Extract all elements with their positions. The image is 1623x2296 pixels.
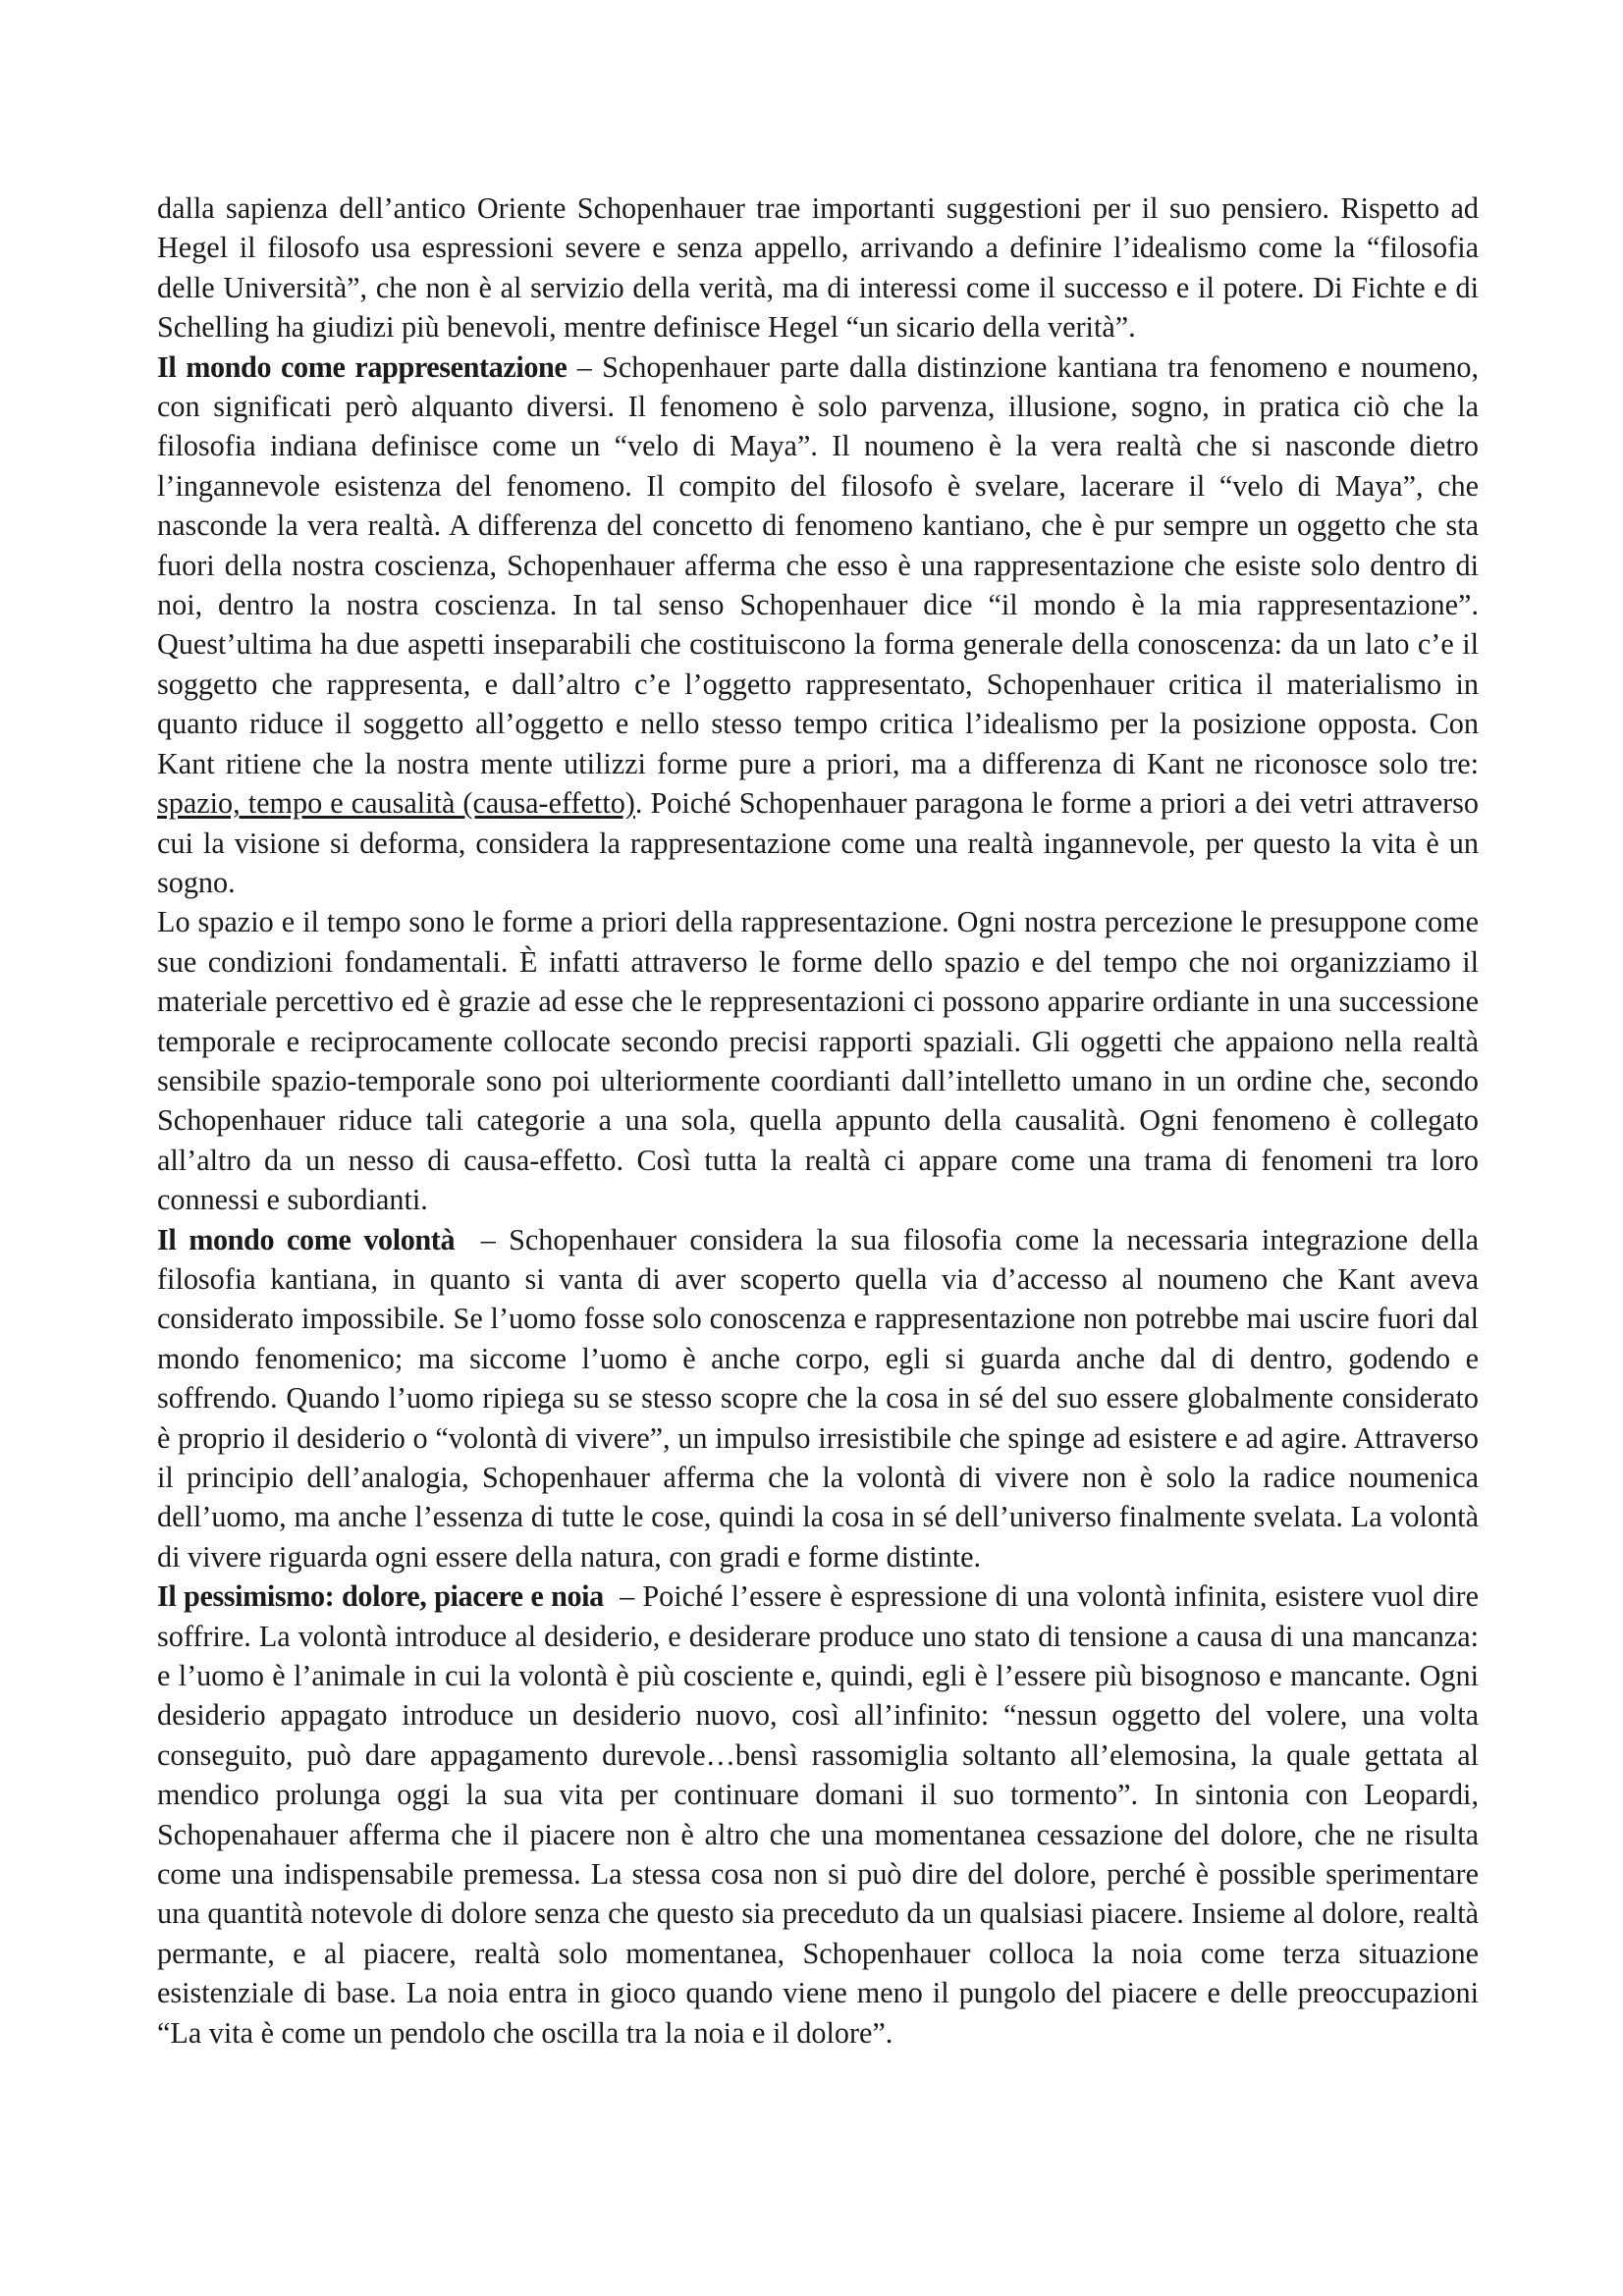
heading-pessimismo: Il pessimismo: dolore, piacere e noia [157, 1579, 604, 1614]
paragraph-intro: dalla sapienza dell’antico Oriente Schopenhauer trae importanti suggestioni per il suo pensiero. Rispetto ad Hegel il filosofo usa espressioni severe e senza appello, arrivando a definire l’idealismo come la “filosofia delle Università”, che non è al servizio della verità, ma di interessi come il successo e il potere. Di Fichte e di Schelling ha giudizi più benevoli, mentre definisce Hegel “un sicario della verità”. [157, 191, 1479, 345]
heading-volonta: Il mondo come volontà [157, 1222, 456, 1256]
underlined-forms: spazio, tempo e causalità (causa-effetto) [157, 786, 635, 821]
text-volonta: – Schopenhauer considera la sua filosofia come la necessaria integrazione della filosofia kantiana, in quanto si vanta di aver scoperto quella via d’accesso al noumeno che Kant aveva considerato impossibile. Se l’uomo fosse solo conoscenza e rappresentazione non potrebbe mai uscire fuori dal mondo fenomenico; ma siccome l’uomo è anche corpo, egli si guarda anche dal di dentro, godendo e soffrendo. Quando l’uomo ripiega su se stesso scopre che la cosa in sé del suo essere globalmente considerato è proprio il desiderio o “volontà di vivere”, un impulso irresistibile che spinge ad esistere e ad agire. Attraverso il principio dell’analogia, Schopenhauer afferma che la volontà di vivere non è solo la radice noumenica dell’uomo, ma anche l’essenza di tutte le cose, quindi la cosa in sé dell’universo finalmente svelata. La volontà di vivere riguarda ogni essere della natura, con gradi e forme distinte. [157, 1222, 1487, 1574]
text-rappresentazione-after: . Poiché Schopenhauer paragona le forme a priori a dei vetri attraverso cui la visione si deforma, considera la rappresentazione come una realtà ingannevole, per questo la vita è un sogno. [157, 786, 1479, 899]
paragraph-pessimismo [157, 1576, 1487, 2053]
paragraph-rappresentazione [157, 347, 1479, 903]
text-pessimismo: – Poiché l’essere è espressione di una volontà infinita, esistere vuol dire soffrire. La volontà introduce al desiderio, e desiderare produce uno stato di tensione a causa di una mancanza: e l’uomo è l’animale in cui la volontà è più cosciente e, quindi, egli è l’essere più bisognoso e mancante. Ogni desiderio appagato introduce un desiderio nuovo, così all’infinito: “nessun oggetto del volere, una volta conseguito, può dare appagamento durevole…bensì rassomiglia soltanto all’elemosina, la quale gettata al mendico prolunga oggi la sua vita per continuare domani il suo tormento”. In sintonia con Leopardi, Schopenahauer afferma che il piacere non è altro che una momentanea cessazione del dolore, che ne risulta come una indispensabile premessa. La stessa cosa non si può dire del dolore, perché è possible sperimentare una quantità notevole di dolore senza che questo sia preceduto da un qualsiasi piacere. Insieme al dolore, realtà permante, e al piacere, realtà solo momentanea, Schopenhauer colloca la noia come terza situazione esistenziale di base. La noia entra in gioco quando viene meno il pungolo del piacere e delle preoccupazioni “La vita è come un pendolo che oscilla tra la noia e il dolore”. [157, 1579, 1487, 2050]
paragraph-volonta [157, 1220, 1487, 1577]
heading-rappresentazione: Il mondo come rappresentazione [157, 349, 568, 384]
document-page [157, 188, 1487, 2053]
paragraph-spazio-tempo: Lo spazio e il tempo sono le forme a priori della rappresentazione. Ogni nostra percezione le presuppone come sue condizioni fondamentali. È infatti attraverso le forme dello spazio e del tempo che noi organizziamo il materiale percettivo ed è grazie ad esse che le reppresentazioni ci possono apparire ordiante in una successione temporale e reciprocamente collocate secondo precisi rapporti spaziali. Gli oggetti che appaiono nella realtà sensibile spazio-temporale sono poi ulteriormente coordianti dall’intelletto umano in un ordine che, secondo Schopenhauer riduce tali categorie a una sola, quella appunto della causalità. Ogni fenomeno è collegato all’altro da un nesso di causa-effetto. Così tutta la realtà ci appare come una trama di fenomeni tra loro connessi e subordianti. [157, 905, 1479, 1217]
text-rappresentazione-before: – Schopenhauer parte dalla distinzione kantiana tra fenomeno e noumeno, con significati però alquanto diversi. Il fenomeno è solo parvenza, illusione, sogno, in pratica ciò che la filosofia indiana definisce come un “velo di Maya”. Il noumeno è la vera realtà che si nasconde dietro l’ingannevole esistenza del fenomeno. Il compito del filosofo è svelare, lacerare il “velo di Maya”, che nasconde la vera realtà. A differenza del concetto di fenomeno kantiano, che è pur sempre un oggetto che sta fuori della nostra coscienza, Schopenhauer afferma che esso è una rappresentazione che esiste solo dentro di noi, dentro la nostra coscienza. In tal senso Schopenhauer dice “il mondo è la mia rappresentazione”. Quest’ultima ha due aspetti inseparabili che costituiscono la forma generale della conoscenza: da un lato c’e il soggetto che rappresenta, e dall’altro c’e l’oggetto rappresentato, Schopenhauer critica il materialismo in quanto riduce il soggetto all’oggetto e nello stesso tempo critica l’idealismo per la posizione opposta. Con Kant ritiene che la nostra mente utilizzi forme pure a priori, ma a differenza di Kant ne riconosce solo tre: [157, 349, 1479, 780]
